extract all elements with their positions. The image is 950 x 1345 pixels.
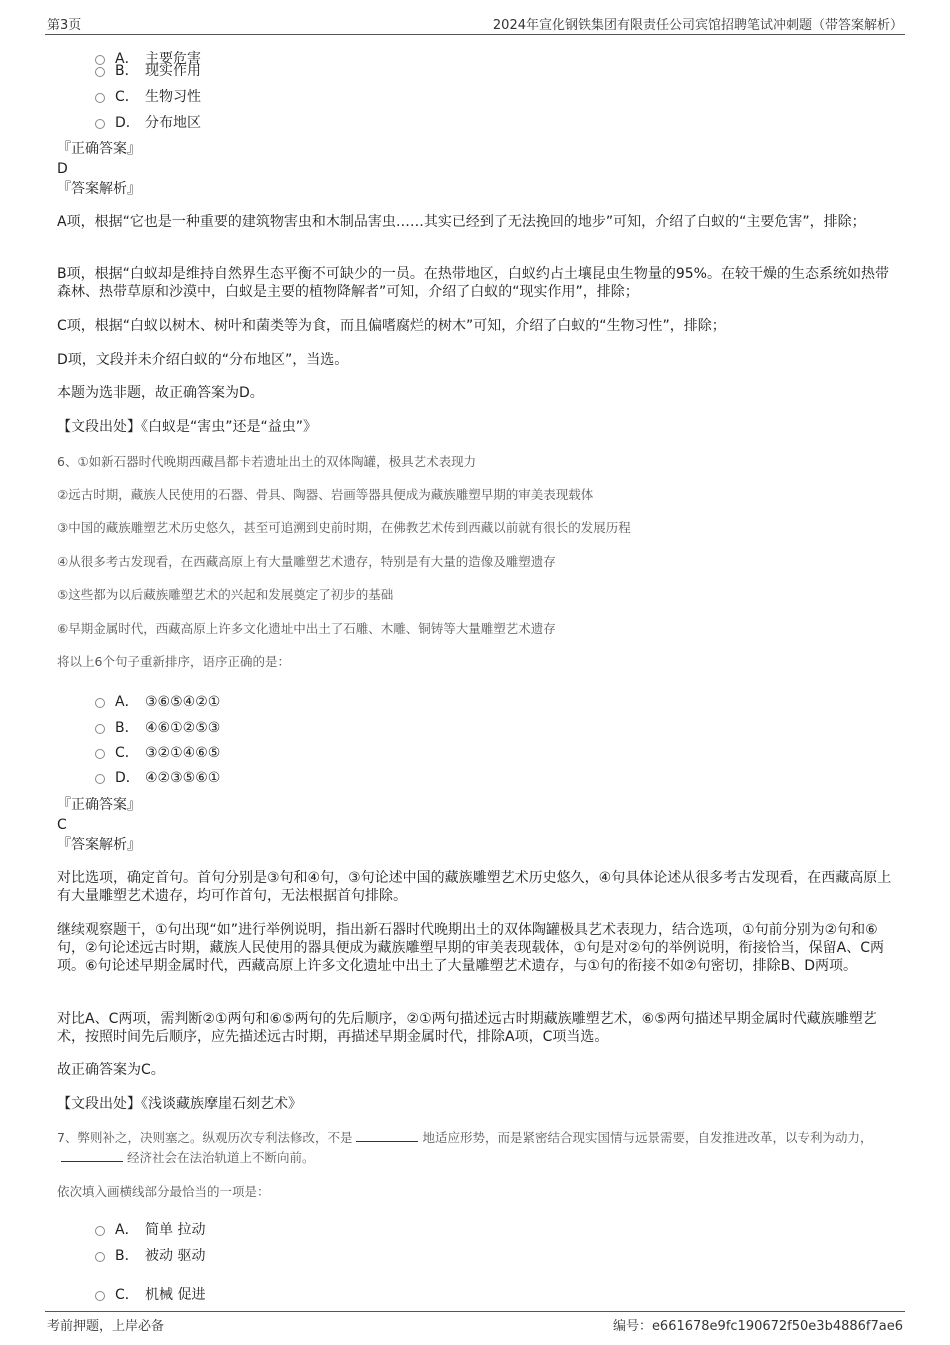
q5-analysis-label: 『答案解析』 — [57, 181, 141, 197]
q5-analysis-para: C项，根据“白蚁以树木、树叶和菌类等为食，而且偏嗜腐烂的树木”可知，介绍了白蚁的“生物习性”，排除； — [57, 318, 726, 334]
option-text: 被动 驱动 — [145, 1248, 206, 1264]
q7-stem: 7、弊则补之，决则塞之。纵观历次专利法修改，不是 地适应形势，而是紧密结合现实国情与远景需要，自发推进改革，以专利为动力，经济社会在法治轨道上不断向前。 — [57, 1130, 873, 1165]
q7-option-b[interactable]: B． 被动 驱动 — [95, 1245, 205, 1265]
q6-analysis-label: 『答案解析』 — [57, 837, 141, 853]
q6-sentence: ⑤这些都为以后藏族雕塑艺术的兴起和发展奠定了初步的基础 — [57, 587, 394, 602]
radio-icon[interactable] — [95, 749, 105, 759]
radio-icon[interactable] — [95, 1226, 105, 1236]
q6-option-d[interactable]: D． ④②③⑤⑥① — [95, 767, 220, 787]
q6-sentence: ②远古时期，藏族人民使用的石器、骨具、陶器、岩画等器具便成为藏族雕塑早期的审美表现载体 — [57, 487, 594, 502]
q7-prompt: 依次填入画横线部分最恰当的一项是： — [57, 1184, 270, 1199]
radio-icon[interactable] — [95, 698, 105, 708]
document-title: 2024年宣化钢铁集团有限责任公司宾馆招聘笔试冲刺题（带答案解析） — [492, 18, 903, 33]
q6-analysis-para: 对比A、C两项，需判断②①两句和⑥⑤两句的先后顺序，②①两句描述远古时期藏族雕塑艺术，⑥⑤两句描述早期金属时代藏族雕塑艺术，按照时间先后顺序，应先描述远古时期，再描述早期金属时代，排除A项，C项当选。 — [57, 1011, 877, 1045]
q6-sentence: ③中国的藏族雕塑艺术历史悠久，甚至可追溯到史前时期，在佛教艺术传到西藏以前就有很长的发展历程 — [57, 520, 631, 535]
q5-option-d[interactable]: D． 分布地区 — [95, 112, 201, 132]
q5-analysis-para: B项，根据“白蚁却是维持自然界生态平衡不可缺少的一员。在热带地区，白蚁约占土壤昆虫生物量的95%。在较干燥的生态系统如热带森林、热带草原和沙漠中，白蚁是主要的植物降解者”可知，介绍了白蚁的“现实作用”，排除； — [57, 266, 889, 300]
footer-slogan: 考前押题，上岸必备 — [47, 1319, 165, 1334]
q5-answer: D — [57, 161, 68, 177]
fill-blank — [61, 1149, 123, 1162]
q6-prompt: 将以上6个句子重新排序，语序正确的是： — [57, 654, 290, 669]
q6-answer: C — [57, 817, 67, 833]
q5-answer-label: 『正确答案』 — [57, 141, 141, 157]
option-text: 机械 促进 — [145, 1287, 206, 1303]
q5-option-a[interactable]: A． 主要危害 — [95, 48, 201, 68]
q6-option-c[interactable]: C． ③②①④⑥⑤ — [95, 742, 220, 762]
footer-divider — [45, 1311, 905, 1312]
q6-sentence: ⑥早期金属时代，西藏高原上许多文化遗址中出土了石雕、木雕、铜铸等大量雕塑艺术遗存 — [57, 621, 556, 636]
option-text: ④②③⑤⑥① — [145, 770, 221, 786]
q5-analysis-para: A项，根据“它也是一种重要的建筑物害虫和木制品害虫……其实已经到了无法挽回的地步”可知，介绍了白蚁的“主要危害”，排除； — [57, 214, 866, 230]
q6-answer-label: 『正确答案』 — [57, 797, 141, 813]
q6-option-b[interactable]: B． ④⑥①②⑤③ — [95, 717, 220, 737]
q5-analysis-para: D项，文段并未介绍白蚁的“分布地区”，当选。 — [57, 352, 349, 368]
option-text: ③⑥⑤④②① — [145, 694, 221, 710]
document-code: 编号：e661678e9fc190672f50e3b4886f7ae6 — [612, 1319, 903, 1334]
q7-option-c[interactable]: C． 机械 促进 — [95, 1284, 205, 1304]
radio-icon[interactable] — [95, 724, 105, 734]
q6-sentence: ④从很多考古发现看，在西藏高原上有大量雕塑艺术遗存，特别是有大量的造像及雕塑遗存 — [57, 554, 556, 569]
q6-sentence: 6、①如新石器时代晚期西藏昌都卡若遗址出土的双体陶罐，极具艺术表现力 — [57, 454, 477, 469]
q5-option-b[interactable]: B． 现实作用 — [95, 60, 201, 80]
header-divider — [45, 34, 905, 35]
radio-icon[interactable] — [95, 1252, 105, 1262]
q5-source: 【文段出处】《白蚁是“害虫”还是“益虫”》 — [57, 419, 318, 435]
option-text: 生物习性 — [145, 89, 201, 105]
q6-analysis-para: 故正确答案为C。 — [57, 1062, 165, 1078]
q7-option-a[interactable]: A． 简单 拉动 — [95, 1219, 205, 1239]
radio-icon[interactable] — [95, 93, 105, 103]
option-text: 简单 拉动 — [145, 1222, 206, 1238]
q5-analysis-para: 本题为选非题，故正确答案为D。 — [57, 385, 264, 401]
radio-icon[interactable] — [95, 119, 105, 129]
radio-icon[interactable] — [95, 67, 105, 77]
option-text: ④⑥①②⑤③ — [145, 720, 221, 736]
q6-analysis-para: 继续观察题干，①句出现“如”进行举例说明，指出新石器时代晚期出土的双体陶罐极具艺术表现力，结合选项，①句前分别为②句和⑥句，②句论述远古时期，藏族人民使用的器具便成为藏族雕塑早期的审美表现载体，①句是对②句的举例说明，衔接恰当，保留A、C两项。⑥句论述早期金属时代，西藏高原上许多文化遗址中出土了大量雕塑艺术遗存，与①句的衔接不如②句密切，排除B、D两项。 — [57, 922, 885, 974]
option-text: 现实作用 — [145, 63, 201, 79]
q6-option-a[interactable]: A． ③⑥⑤④②① — [95, 691, 220, 711]
option-text: 主要危害 — [145, 51, 201, 67]
q6-source: 【文段出处】《浅谈藏族摩崖石刻艺术》 — [57, 1096, 302, 1112]
radio-icon[interactable] — [95, 774, 105, 784]
option-text: ③②①④⑥⑤ — [145, 745, 221, 761]
option-text: 分布地区 — [145, 115, 201, 131]
fill-blank — [356, 1129, 418, 1142]
q6-analysis-para: 对比选项，确定首句。首句分别是③句和④句，③句论述中国的藏族雕塑艺术历史悠久，④句具体论述从很多考古发现看，在西藏高原上有大量雕塑艺术遗存，均可作首句，无法根据首句排除。 — [57, 870, 892, 904]
radio-icon[interactable] — [95, 1291, 105, 1301]
q5-option-c[interactable]: C． 生物习性 — [95, 86, 201, 106]
page-number: 第3页 — [47, 18, 82, 33]
